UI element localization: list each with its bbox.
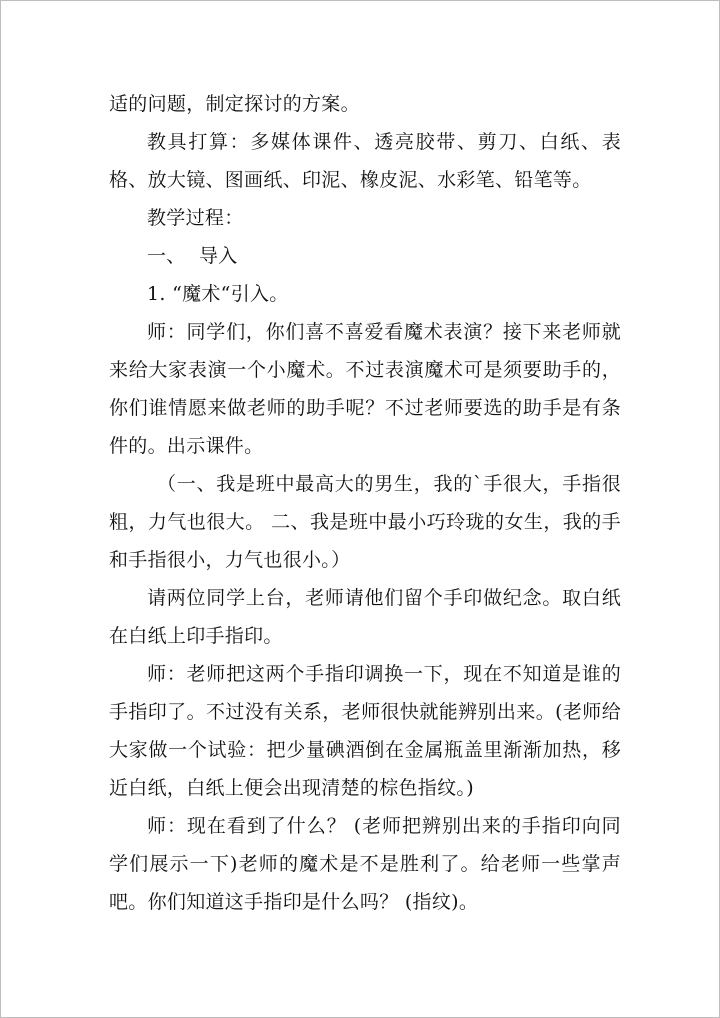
paragraph-body: 师：老师把这两个手指印调换一下，现在不知道是谁的手指印了。不过没有关系，老师很快就能辨别出来。(老师给大家做一个试验：把少量碘酒倒在金属瓶盖里渐渐加热，移近白纸，白纸上便会出现清楚的棕色指纹。) [109, 663, 621, 799]
section-heading [109, 237, 621, 275]
paragraph-body: （一、我是班中最高大的男生，我的`手很大，手指很粗，力气也很大。 二、我是班中最小巧玲珑的女生，我的手和手指很小，力气也很小。） [109, 473, 621, 571]
paragraph-teaching-materials: 教具打算：多媒体课件、透亮胶带、剪刀、白纸、表格、放大镜、图画纸、印泥、橡皮泥、水彩笔、铅笔等。 [109, 131, 621, 191]
paragraph-body: 师：同学们，你们喜不喜爱看魔术表演？接下来老师就来给大家表演一个小魔术。不过表演魔术可是须要助手的，你们谁情愿来做老师的助手呢？不过老师要选的助手是有条件的。出示课件。 [109, 321, 621, 457]
paragraph-teaching-process: 教学过程： [147, 207, 244, 229]
paragraph-body: 请两位同学上台，老师请他们留个手印做纪念。取白纸在白纸上印手指印。 [109, 587, 621, 647]
section-title: 导入 [199, 245, 238, 267]
document-body [109, 85, 621, 921]
paragraph-body: 师：现在看到了什么？ (老师把辨别出来的手指印向同学们展示一下)老师的魔术是不是胜利了。给老师一些掌声吧。你们知道这手指印是什么吗？ (指纹)。 [109, 815, 621, 913]
subheading: 1. “魔术“引入。 [147, 283, 289, 305]
paragraph-continuation: 适的问题，制定探讨的方案。 [109, 93, 360, 115]
section-number: 一、 [147, 245, 186, 267]
